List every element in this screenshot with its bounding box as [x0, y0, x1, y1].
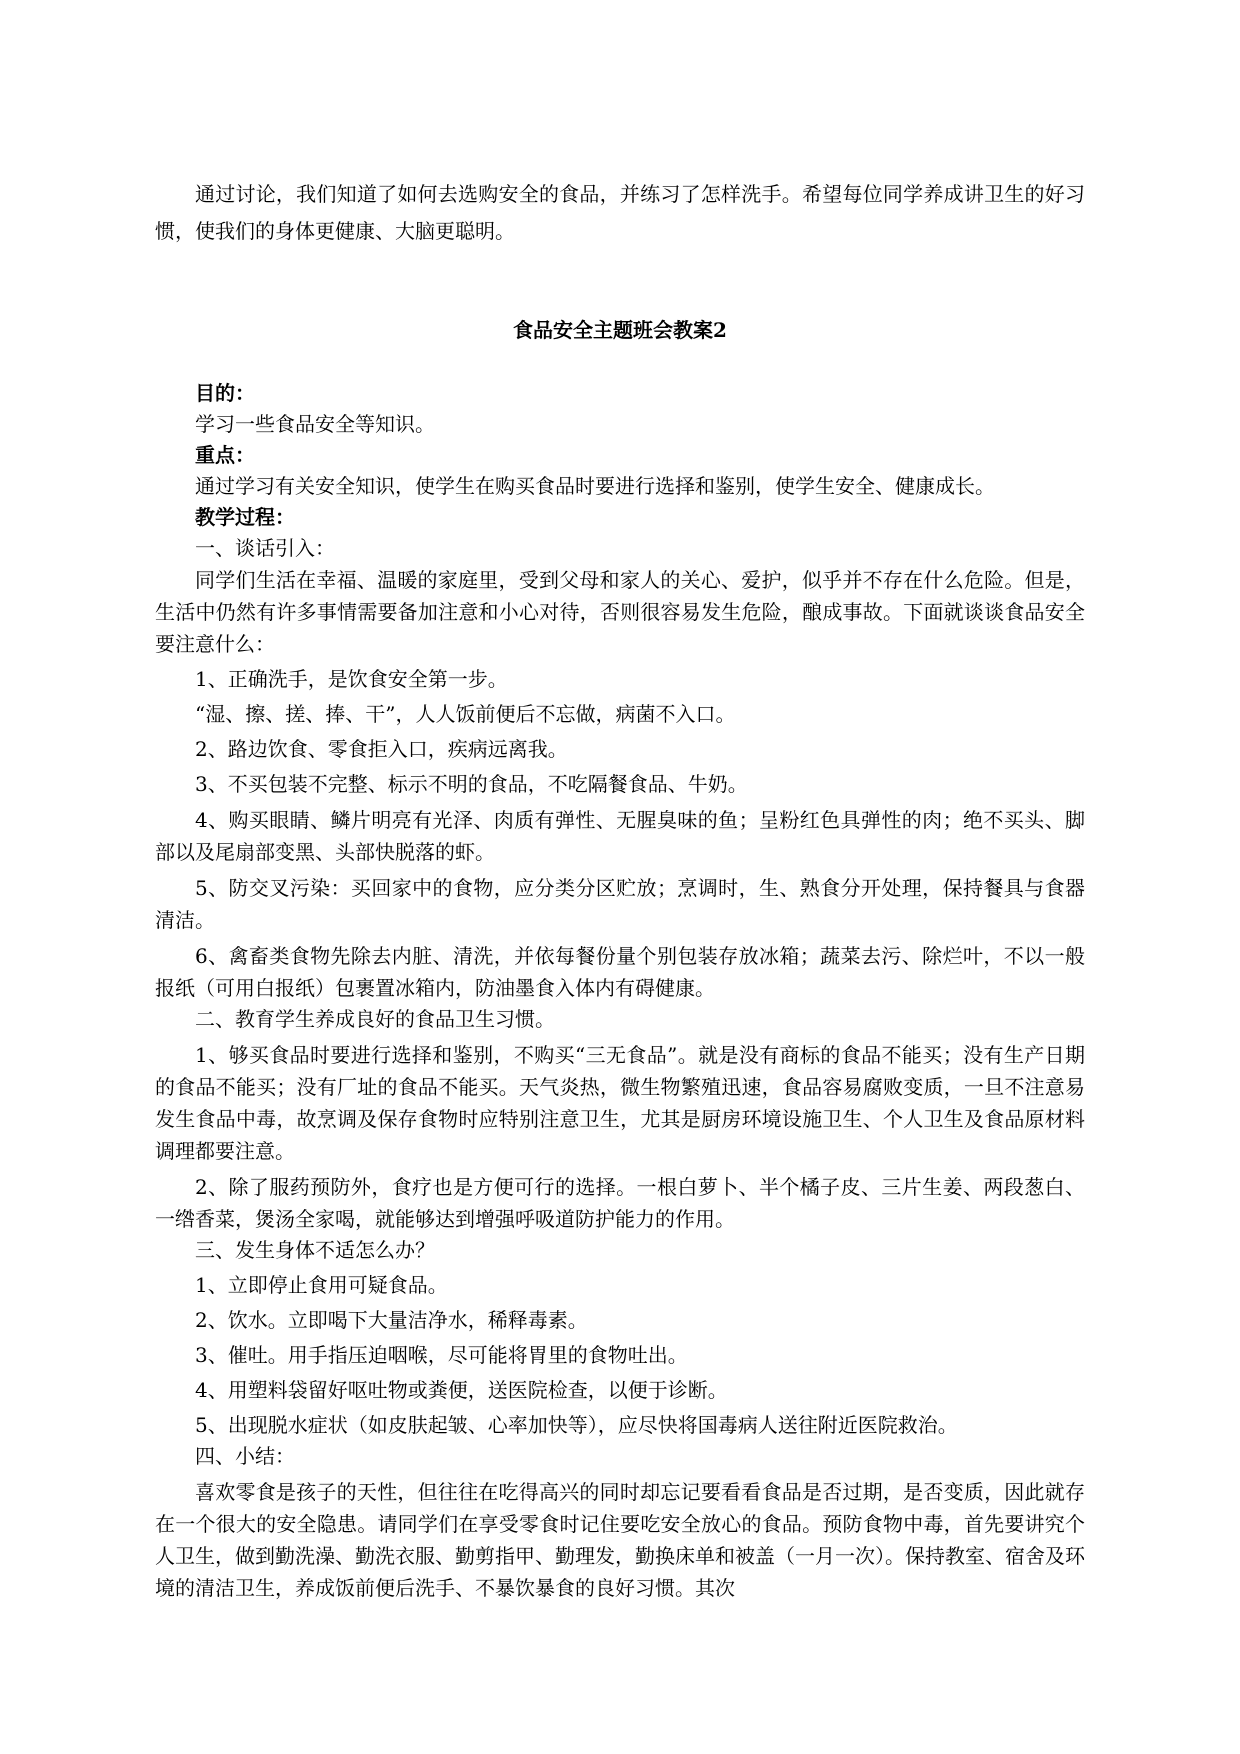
- section1-item2: 2、路边饮食、零食拒入口，疾病远离我。: [195, 737, 568, 761]
- section1-item3: 3、不买包装不完整、标示不明的食品，不吃隔餐食品、牛奶。: [195, 772, 748, 796]
- section1-item1: 1、正确洗手，是饮食安全第一步。: [195, 667, 508, 691]
- section3-heading: 三、发生身体不适怎么办？: [195, 1238, 435, 1262]
- process-label: 教学过程：: [195, 505, 295, 529]
- intro-paragraph: 通过讨论，我们知道了如何去选购安全的食品，并练习了怎样洗手。希望每位同学养成讲卫生的好习惯，使我们的身体更健康、大脑更聪明。: [155, 182, 1085, 243]
- focus-text: 通过学习有关安全知识，使学生在购买食品时要进行选择和鉴别，使学生安全、健康成长。: [195, 474, 995, 498]
- section3-item2: 2、饮水。立即喝下大量洁净水，稀释毒素。: [195, 1308, 588, 1332]
- section1-heading: 一、谈话引入：: [195, 536, 335, 560]
- section1-item5: 5、防交叉污染：买回家中的食物，应分类分区贮放；烹调时，生、熟食分开处理，保持餐具与食器清洁。: [155, 876, 1085, 932]
- section3-item5: 5、出现脱水症状（如皮肤起皱、心率加快等），应尽快将国毒病人送往附近医院救治。: [195, 1413, 958, 1437]
- focus-label: 重点：: [195, 443, 255, 467]
- section3-item3: 3、催吐。用手指压迫咽喉，尽可能将胃里的食物吐出。: [195, 1343, 688, 1367]
- section4-heading: 四、小结：: [195, 1444, 295, 1468]
- document-title: 食品安全主题班会教案2: [513, 318, 727, 342]
- lesson-body: [155, 378, 1085, 1604]
- section4-paragraph: 喜欢零食是孩子的天性，但往往在吃得高兴的同时却忘记要看看食品是否过期，是否变质，因此就存在一个很大的安全隐患。请同学们在享受零食时记住要吃安全放心的食品。预防食物中毒，首先要讲究个人卫生，做到勤洗澡、勤洗衣服、勤剪指甲、勤理发，勤换床单和被盖（一月一次）。保持教室、宿舍及环境的清洁卫生，养成饭前便后洗手、不暴饮暴食的良好习惯。其次: [155, 1480, 1085, 1600]
- section3-item4: 4、用塑料袋留好呕吐物或粪便，送医院检查，以便于诊断。: [195, 1378, 728, 1402]
- purpose-text: 学习一些食品安全等知识。: [195, 412, 435, 436]
- purpose-label: 目的：: [195, 381, 255, 405]
- section1-paragraph: 同学们生活在幸福、温暖的家庭里，受到父母和家人的关心、爱护，似乎并不存在什么危险。但是，生活中仍然有许多事情需要备加注意和小心对待，否则很容易发生危险，酿成事故。下面就谈谈食品安全要注意什么：: [155, 568, 1085, 656]
- intro-block: [155, 176, 1085, 250]
- section3-item1: 1、立即停止食用可疑食品。: [195, 1273, 448, 1297]
- section2-item1: 1、够买食品时要进行选择和鉴别，不购买“三无食品”。就是没有商标的食品不能买；没有生产日期的食品不能买；没有厂址的食品不能买。天气炎热，微生物繁殖迅速，食品容易腐败变质，一旦不注意易发生食品中毒，故烹调及保存食物时应特别注意卫生，尤其是厨房环境设施卫生、个人卫生及食品原材料调理都要注意。: [155, 1043, 1085, 1163]
- section2-item2: 2、除了服药预防外，食疗也是方便可行的选择。一根白萝卜、半个橘子皮、三片生姜、两段葱白、一绺香菜，煲汤全家喝，就能够达到增强呼吸道防护能力的作用。: [155, 1175, 1085, 1231]
- section1-item1-sub: “湿、擦、搓、捧、干”，人人饭前便后不忘做，病菌不入口。: [195, 702, 736, 726]
- section2-heading: 二、教育学生养成良好的食品卫生习惯。: [195, 1007, 555, 1031]
- section1-item4: 4、购买眼睛、鳞片明亮有光泽、肉质有弹性、无腥臭味的鱼；呈粉红色具弹性的肉；绝不买头、脚部以及尾扇部变黑、头部快脱落的虾。: [155, 808, 1085, 864]
- section1-item6: 6、禽畜类食物先除去内脏、清洗，并依每餐份量个别包装存放冰箱；蔬菜去污、除烂叶，不以一般报纸（可用白报纸）包裹置冰箱内，防油墨食入体内有碍健康。: [155, 944, 1085, 1000]
